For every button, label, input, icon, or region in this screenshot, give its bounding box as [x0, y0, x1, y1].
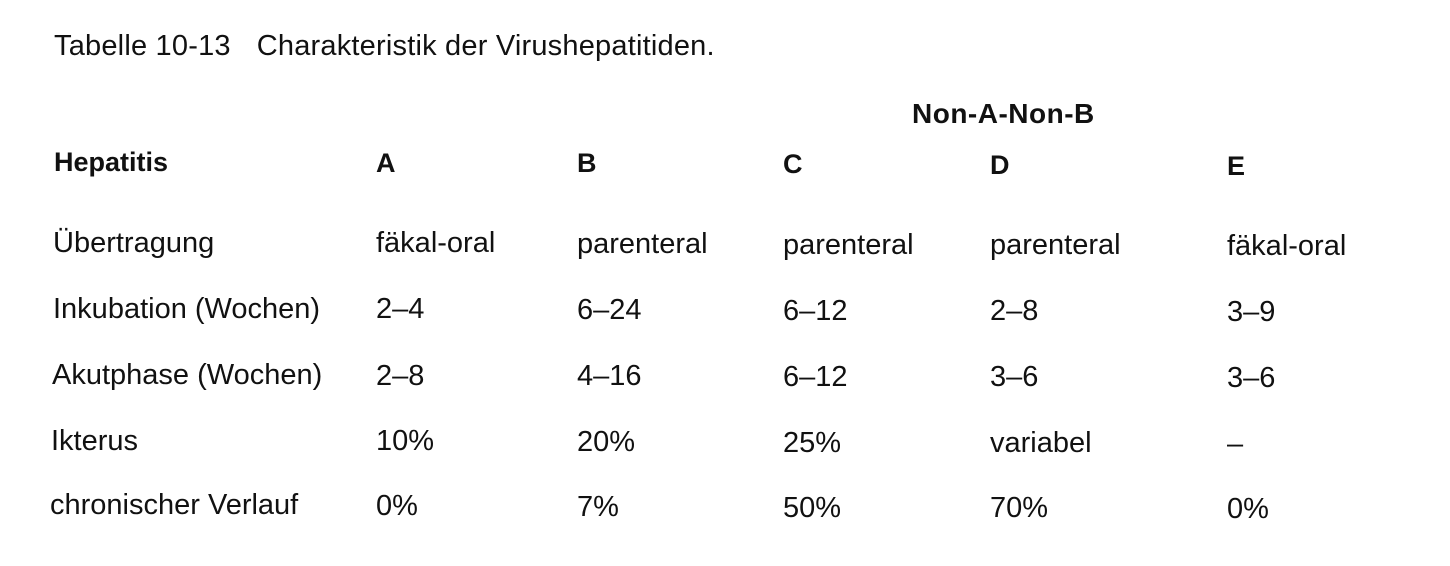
table-cell: 2–8: [376, 360, 425, 392]
table-cell: fäkal-oral: [1227, 230, 1347, 262]
table-cell: 2–4: [376, 293, 425, 325]
table-cell: variabel: [990, 427, 1092, 459]
table-cell: 7%: [577, 491, 619, 523]
row-label-header: Hepatitis: [54, 147, 169, 177]
table-cell: 6–12: [783, 295, 848, 327]
column-header-a: A: [376, 148, 396, 178]
row-label: Übertragung: [53, 227, 215, 259]
table-cell: 3–9: [1227, 296, 1276, 328]
table-title: Charakteristik der Virushepatitiden.: [256, 30, 715, 62]
table-cell: 6–24: [577, 294, 642, 326]
column-header-e: E: [1227, 151, 1246, 181]
table-cell: 10%: [376, 425, 435, 457]
table-cell: parenteral: [990, 229, 1121, 261]
table-caption: [54, 30, 715, 63]
table-cell: 25%: [783, 427, 842, 459]
table-cell: 2–8: [990, 295, 1039, 327]
table-cell: 70%: [990, 492, 1049, 524]
table-cell: parenteral: [783, 229, 914, 261]
table-cell: –: [1227, 428, 1244, 460]
table-cell: 3–6: [990, 361, 1039, 393]
table-cell: 20%: [577, 426, 636, 458]
table-cell: 4–16: [577, 360, 642, 392]
column-header-b: B: [577, 148, 597, 178]
column-header-c: C: [783, 149, 803, 179]
column-group-header: Non-A-Non-B: [912, 98, 1095, 129]
row-label: Akutphase (Wochen): [52, 359, 323, 391]
table-cell: 0%: [1227, 493, 1269, 525]
table-cell: parenteral: [577, 228, 708, 260]
row-label: Inkubation (Wochen): [53, 293, 321, 325]
table-cell: 3–6: [1227, 362, 1276, 394]
table-cell: 6–12: [783, 361, 848, 393]
row-label: chronischer Verlauf: [50, 489, 299, 521]
column-header-d: D: [990, 150, 1010, 180]
table-cell: 50%: [783, 492, 842, 524]
table-cell: fäkal-oral: [376, 227, 496, 259]
table-cell: 0%: [376, 490, 418, 522]
table-number: Tabelle 10-13: [54, 30, 231, 62]
row-label: Ikterus: [51, 425, 139, 457]
